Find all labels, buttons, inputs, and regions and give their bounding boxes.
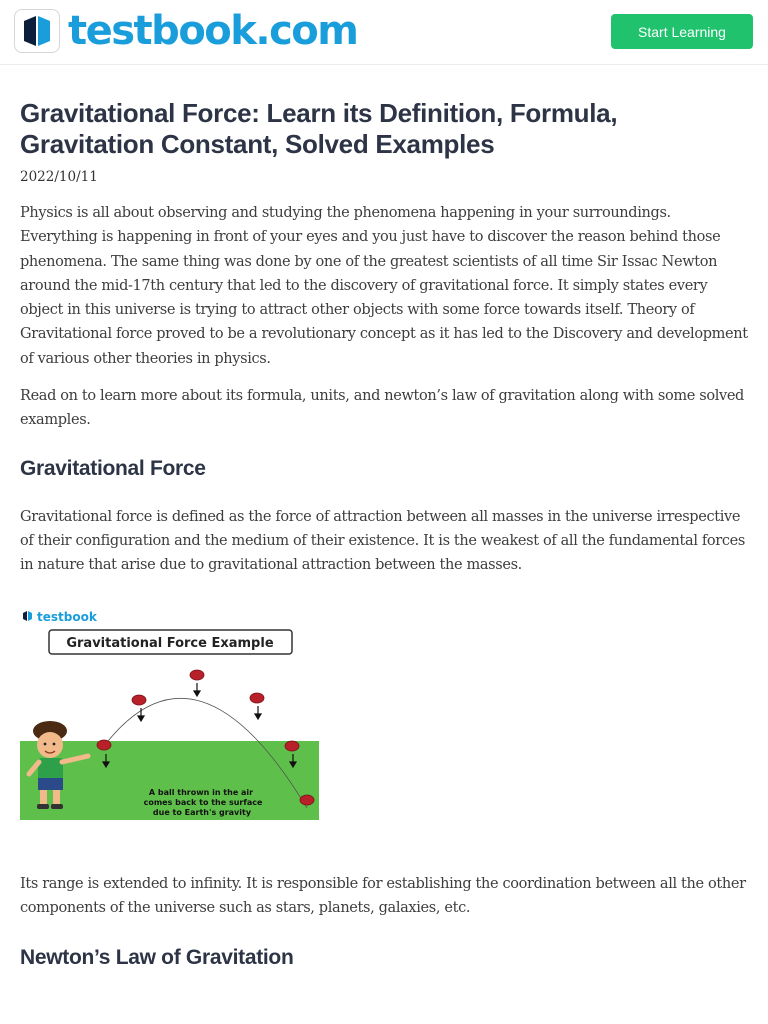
site-header <box>0 0 768 65</box>
intro-paragraph: Physics is all about observing and studying the phenomena happening in your surroundings. Everything is happening in front of your eyes and you just have to discover the reason behind those phenomena. The same thing was done by one of the greatest scientists of all time Sir Issac Newton around the mid-17th century that led to the discovery of gravitational force. It simply states every object in this universe is trying to attract other objects with some force towards itself. Theory of Gravitational force proved to be a revolutionary concept as it has led to the Discovery and development of various other theories in physics. <box>20 205 748 367</box>
article <box>20 98 750 971</box>
section-heading-newtons-law: Newton’s Law of Gravitation <box>20 946 294 970</box>
figure-illustration <box>20 608 320 828</box>
svg-text:comes back to the surface: comes back to the surface <box>143 797 263 807</box>
article-title: Gravitational Force: Learn its Definition, Formula, Gravitation Constant, Solved Examples <box>20 98 618 159</box>
range-paragraph: Its range is extended to infinity. It is responsible for establishing the coordination between all the other components of the universe such as stars, planets, galaxies, etc. <box>20 875 746 916</box>
svg-text:due to Earth's gravity: due to Earth's gravity <box>152 807 252 817</box>
article-date: 2022/10/11 <box>20 169 98 185</box>
read-on-paragraph: Read on to learn more about its formula, units, and newton’s law of gravitation along with some solved examples. <box>20 388 744 429</box>
figure-title: Gravitational Force Example <box>66 635 274 651</box>
logo-mark-icon <box>14 9 60 53</box>
figure-brand-text: testbook <box>37 609 97 624</box>
site-logo[interactable] <box>14 9 357 53</box>
start-learning-button[interactable]: Start Learning <box>611 14 753 49</box>
svg-text:A ball thrown in the air: A ball thrown in the air <box>148 787 254 797</box>
figure-caption <box>144 788 263 817</box>
logo-text: testbook.com <box>68 8 358 54</box>
gravitational-force-figure <box>20 608 320 828</box>
section-heading-gravitational-force: Gravitational Force <box>20 456 206 480</box>
definition-paragraph: Gravitational force is defined as the force of attraction between all masses in the universe irrespective of their configuration and the medium of their existence. It is the weakest of all the fundamental forces in nature that arise due to gravitational attraction between the masses. <box>20 508 745 574</box>
figure-brand-logo <box>23 610 98 624</box>
